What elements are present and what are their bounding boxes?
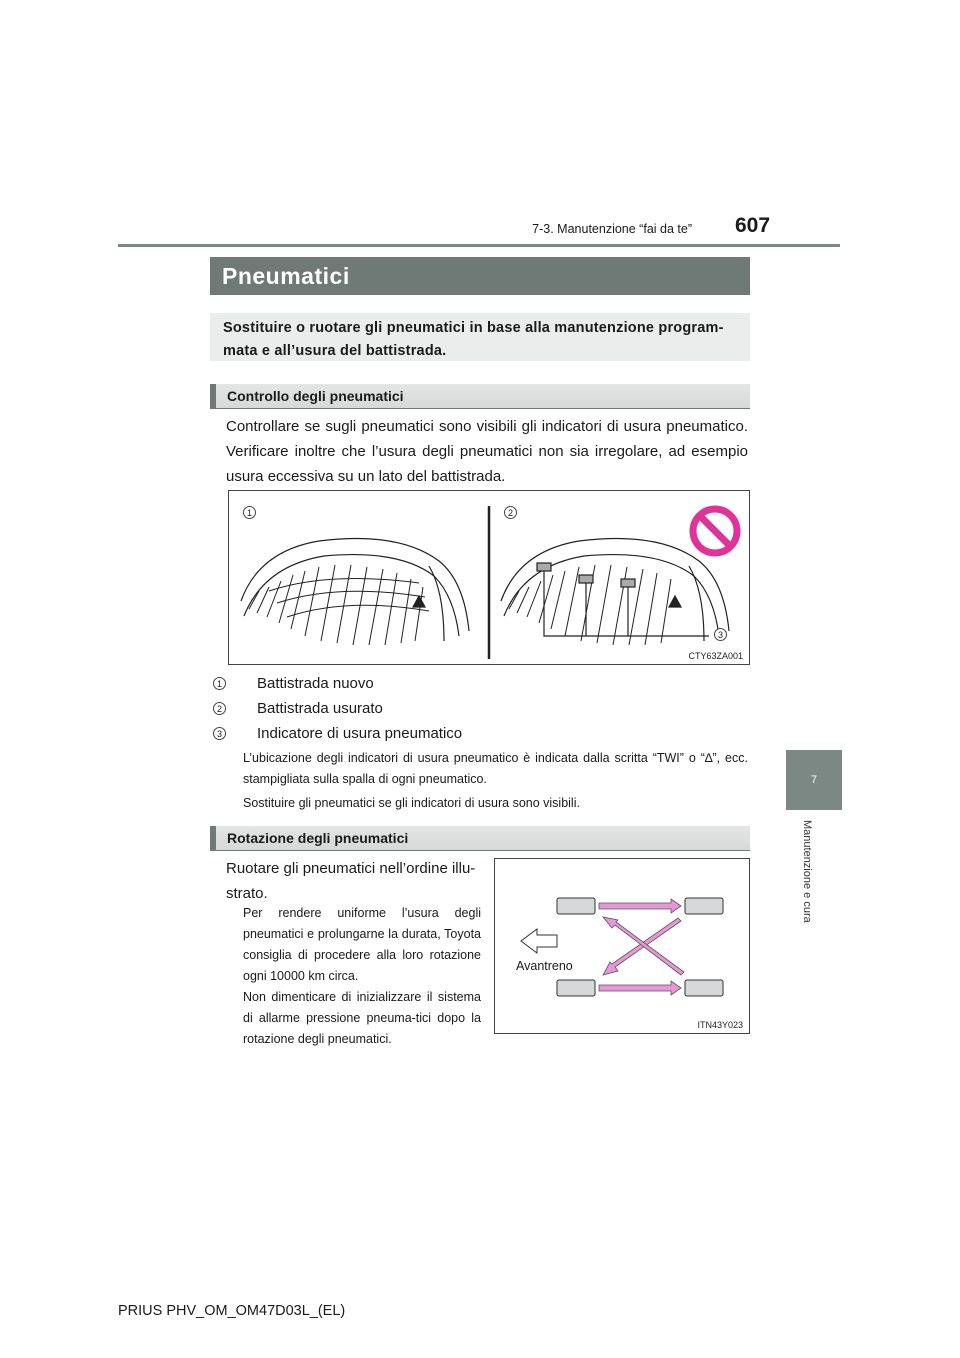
figure-code: ITN43Y023 — [697, 1020, 743, 1030]
chapter-number: 7 — [810, 774, 818, 786]
item-number: 2 — [213, 702, 226, 715]
note-twi-location: L’ubicazione degli indicatori di usura pneumatico è indicata dalla scritta “TWI” o “∆”, ecc. stampigliata sulla spalla di ogni pneumatico. — [243, 751, 748, 786]
tread-wear-figure — [228, 490, 750, 665]
new-tread-tire-icon — [241, 539, 469, 646]
header-divider — [118, 244, 840, 247]
list-item — [216, 699, 383, 719]
note-reset-tpms: Non dimenticare di inizializzare il sistema di allarme pressione pneuma-tici dopo la rotazione degli pneumatici. — [243, 990, 481, 1046]
callout-3: 3 — [714, 628, 727, 641]
intro-box: Sostituire o ruotare gli pneumatici in base alla manutenzione program-mata e all’usura del battistrada. — [210, 313, 750, 361]
page-title: Pneumatici — [210, 257, 750, 295]
chapter-label — [780, 820, 846, 955]
front-direction-arrow-icon — [521, 929, 557, 953]
chapter-label-text: Manutenzione e cura — [801, 820, 813, 923]
item-text: Battistrada usurato — [257, 700, 383, 717]
rotation-diagram — [495, 859, 749, 1033]
tread-illustration — [229, 491, 749, 664]
callout-2: 2 — [504, 506, 517, 519]
list-item — [216, 674, 374, 694]
section-body-tire-rotation: Ruotare gli pneumatici nell’ordine illu-strato. — [226, 860, 476, 902]
list-item — [216, 724, 463, 744]
note-rotation-interval: Per rendere uniforme l’usura degli pneumatici e prolungarne la durata, Toyota consiglia di procedere alla loro rotazione ogni 10000 km circa. — [243, 906, 481, 983]
chapter-tab — [786, 750, 842, 810]
item-number: 3 — [213, 727, 226, 740]
section-header: 7-3. Manutenzione “fai da te” — [532, 222, 692, 236]
page-number: 607 — [735, 214, 771, 237]
item-text: Battistrada nuovo — [257, 675, 374, 692]
section-heading-tire-rotation: Rotazione degli pneumatici — [210, 826, 750, 850]
front-label: Avantreno — [516, 959, 573, 973]
rotation-figure — [494, 858, 750, 1034]
document-footer: PRIUS PHV_OM_OM47D03L_(EL) — [118, 1303, 346, 1319]
callout-1: 1 — [243, 506, 256, 519]
section-body-tire-check: Controllare se sugli pneumatici sono visibili gli indicatori di usura pneumatico. Verificare inoltre che l’usura degli pneumatici non sia irregolare, ad esempio usura eccessiva su un lato del battistrada. — [226, 418, 748, 485]
note-replace-tires: Sostituire gli pneumatici se gli indicatori di usura sono visibili. — [243, 796, 580, 810]
worn-tread-tire-icon — [501, 539, 729, 646]
prohibited-icon — [693, 509, 737, 553]
figure-code: CTY63ZA001 — [688, 651, 743, 661]
item-number: 1 — [213, 677, 226, 690]
section-heading-tire-check: Controllo degli pneumatici — [210, 384, 750, 408]
item-text: Indicatore di usura pneumatico — [257, 725, 463, 742]
rotation-arrows-icon — [599, 899, 684, 995]
